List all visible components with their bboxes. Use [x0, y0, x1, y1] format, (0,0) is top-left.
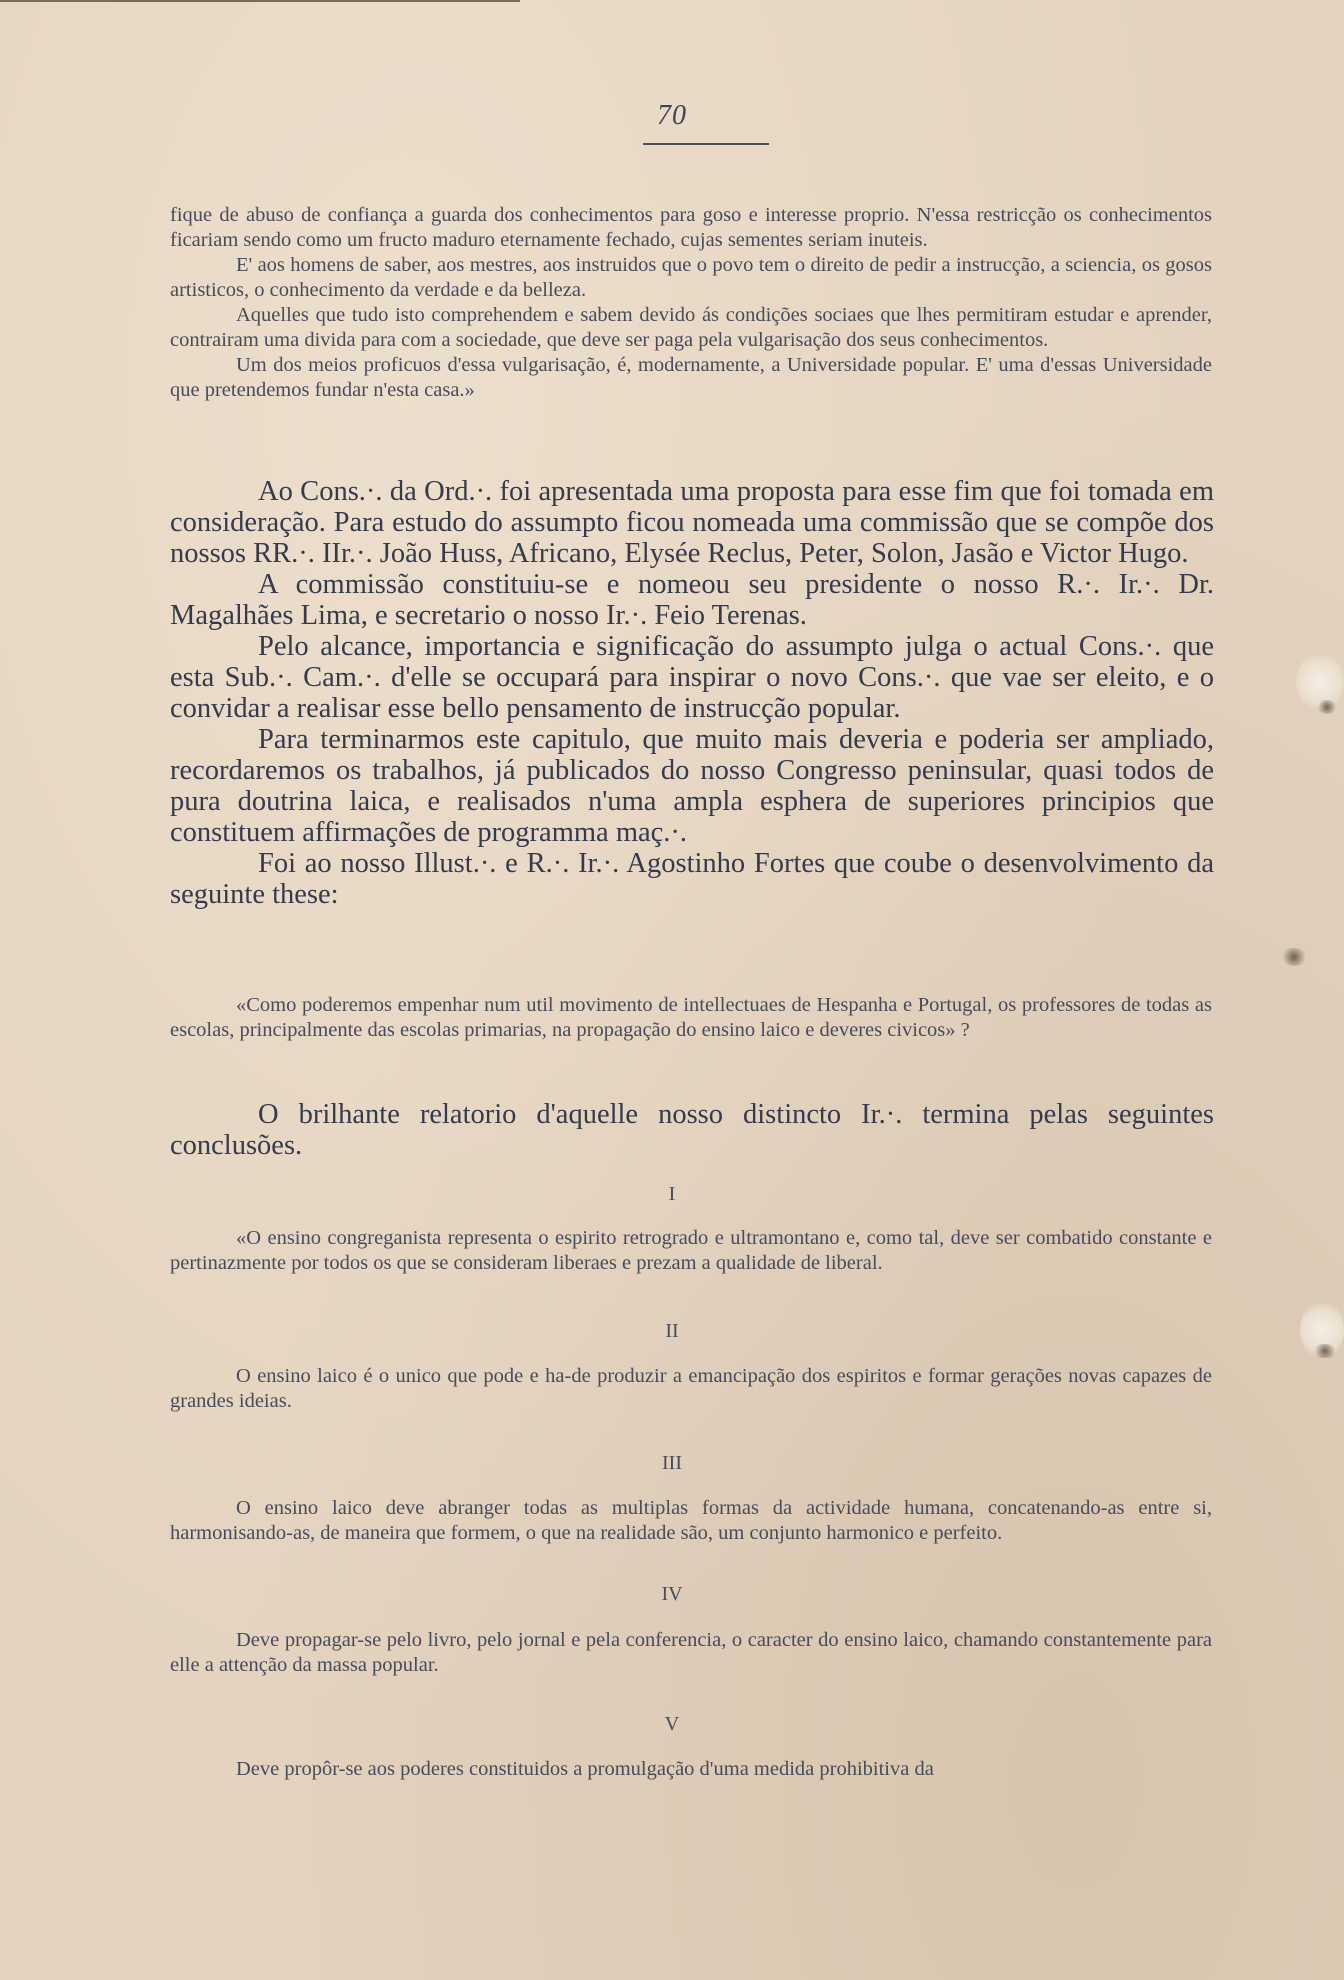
paper-damage-mark [1316, 700, 1338, 714]
body-paragraph: Foi ao nosso Illust.·. e R.·. Ir.·. Agostinho Fortes que coube o desenvolvimento da seguinte these: [170, 848, 1214, 910]
conclusion-numeral: II [665, 1320, 679, 1342]
conclusion-text [170, 1496, 1212, 1546]
conclusion-numeral: III [662, 1452, 682, 1474]
paper-damage-mark [1312, 1344, 1338, 1358]
intro-paragraph: Aquelles que tudo isto comprehendem e sabem devido ás condições sociaes que lhes permitiram estudar e aprender, contrairam uma divida para com a sociedade, que deve ser paga pela vulgarisação dos seus conhecimentos. [170, 304, 1212, 351]
conclusion-text [170, 1364, 1212, 1414]
conclusion-numeral: I [668, 1183, 676, 1205]
page-number: 70 [657, 100, 687, 131]
thesis-text: «Como poderemos empenhar num util movimento de intellectuaes de Hespanha e Portugal, os professores de todas as escolas, principalmente das escolas primarias, na propagação do ensino laico e deveres civicos» ? [170, 994, 1212, 1041]
conclusion-text [170, 1226, 1212, 1276]
conclusion-paragraph: Deve propôr-se aos poderes constituidos a promulgação d'uma medida prohibitiva da [236, 1758, 934, 1780]
paper-damage-mark [1280, 948, 1308, 966]
body-paragraph: Ao Cons.·. da Ord.·. foi apresentada uma proposta para esse fim que foi tomada em consideração. Para estudo do assumpto ficou nomeada uma commissão que se compõe dos nossos RR.·. IIr.·. João Huss, Africano, Elysée Reclus, Peter, Solon, Jasão e Victor Hugo. [170, 476, 1214, 569]
report-intro-text: O brilhante relatorio d'aquelle nosso distincto Ir.·. termina pelas seguintes conclusões. [170, 1099, 1214, 1161]
intro-quote-block [170, 203, 1212, 403]
conclusion-numeral: IV [661, 1583, 683, 1605]
conclusion-paragraph: O ensino laico é o unico que pode e ha-de produzir a emancipação dos espiritos e formar gerações novas capazes de grandes ideias. [170, 1365, 1212, 1412]
intro-paragraph: fique de abuso de confiança a guarda dos conhecimentos para goso e interesse proprio. N'essa restricção os conhecimentos ficariam sendo como um fructo maduro eternamente fechado, cujas sementes seriam inuteis. [170, 204, 1212, 251]
thesis-quote [170, 993, 1212, 1043]
conclusion-text [170, 1628, 1212, 1678]
report-intro [170, 1099, 1214, 1161]
conclusion-paragraph: «O ensino congreganista representa o espirito retrogrado e ultramontano e, como tal, deve ser combatido constante e pertinazmente por todos os que se consideram liberaes e prezam a qualidade de liberal. [170, 1227, 1212, 1274]
body-paragraph: Pelo alcance, importancia e significação do assumpto julga o actual Cons.·. que esta Sub.·. Cam.·. d'elle se occupará para inspirar o novo Cons.·. que vae ser eleito, e o convidar a realisar esse bello pensamento de instrucção popular. [170, 631, 1214, 724]
body-paragraph: Para terminarmos este capitulo, que muito mais deveria e poderia ser ampliado, recordaremos os trabalhos, já publicados do nosso Congresso peninsular, quasi todos de pura doutrina laica, e realisados n'uma ampla esphera de superiores principios que constituem affirmações de programma maç.·. [170, 724, 1214, 848]
body-paragraph: A commissão constituiu-se e nomeou seu presidente o nosso R.·. Ir.·. Dr. Magalhães Lima, e secretario o nosso Ir.·. Feio Terenas. [170, 569, 1214, 631]
intro-paragraph: Um dos meios proficuos d'essa vulgarisação, é, modernamente, a Universidade popular. E' uma d'essas Universidade que pretendemos fundar n'esta casa.» [170, 354, 1212, 401]
conclusion-text [170, 1757, 1212, 1782]
page-number-underline [643, 143, 769, 145]
conclusion-paragraph: Deve propagar-se pelo livro, pelo jornal e pela conferencia, o caracter do ensino laico, chamando constantemente para elle a attenção da massa popular. [170, 1629, 1212, 1676]
top-edge-rule [0, 0, 520, 2]
main-text-block [170, 476, 1214, 910]
conclusion-numeral: V [664, 1713, 680, 1735]
intro-paragraph: E' aos homens de saber, aos mestres, aos instruidos que o povo tem o direito de pedir a instrucção, a sciencia, os gosos artisticos, o conhecimento da verdade e da belleza. [170, 254, 1212, 301]
conclusion-paragraph: O ensino laico deve abranger todas as multiplas formas da actividade humana, concatenando-as entre si, harmonisando-as, de maneira que formem, o que na realidade são, um conjunto harmonico e perfeito. [170, 1497, 1212, 1544]
